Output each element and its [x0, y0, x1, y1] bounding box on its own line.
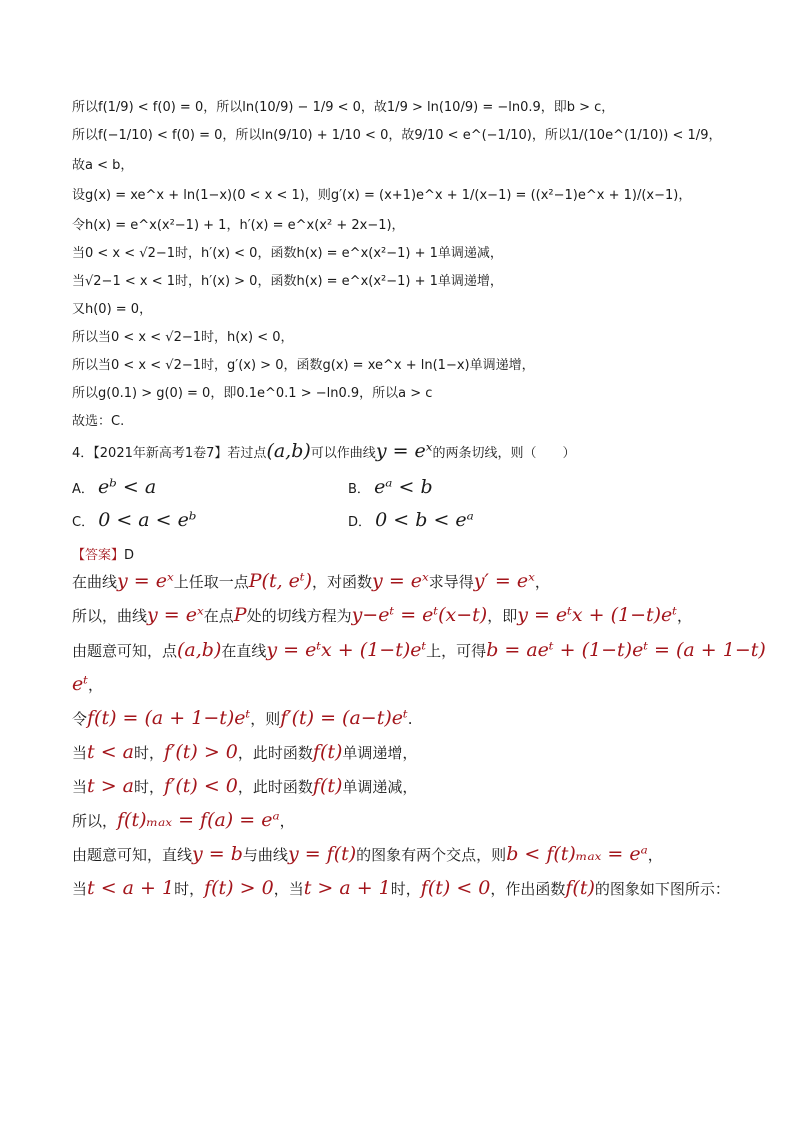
question-number: 4． [72, 446, 94, 461]
solution-line-1: 所以f(1/9) < f(0) = 0，所以ln(10/9) − 1/9 < 0，故1/9 > ln(10/9) = −ln0.9，即b > c， [72, 100, 615, 115]
math: b = aeᵗ + (1−t)eᵗ = (a + 1−t) [486, 639, 766, 661]
math: P [233, 604, 247, 626]
text: 上，可得 [426, 642, 487, 660]
text: 时， [390, 880, 421, 898]
option-d [348, 509, 474, 531]
option-a-expr: eᵇ < a [98, 476, 157, 498]
solution-line-11: 所以g(0.1) > g(0) = 0，即0.1e^0.1 > −ln0.9，所以a > c [72, 386, 433, 401]
solution-line-7: 当√2−1 < x < 1时，h′(x) > 0，函数h(x) = e^x(x²−1) + 1单调递增， [72, 274, 503, 289]
analysis-line-5 [72, 707, 412, 729]
answer-value: D [124, 548, 135, 563]
math: y = eˣ [147, 604, 204, 626]
analysis-line-8 [72, 809, 295, 831]
math: y−eᵗ = eᵗ(x−t) [351, 604, 488, 626]
math: f(t) < 0 [420, 877, 491, 899]
option-c-letter: C． [72, 515, 95, 530]
analysis-line-4 [72, 673, 103, 695]
analysis-line-2 [72, 604, 692, 626]
option-c [72, 509, 196, 531]
math: b < f(t)ₘₐₓ = eᵃ [506, 843, 648, 865]
text: 在曲线 [72, 573, 118, 591]
solution-line-10: 所以当0 < x < √2−1时，g′(x) > 0，函数g(x) = xe^x + ln(1−x)单调递增， [72, 358, 535, 373]
question-text-after: 的两条切线，则（ ） [432, 446, 576, 461]
text: 当 [72, 778, 88, 796]
math: f(t) > 0 [204, 877, 274, 899]
text: ， [534, 573, 550, 591]
analysis-line-1 [72, 570, 550, 592]
text: 在直线 [221, 642, 267, 660]
math: y = eˣ [372, 570, 429, 592]
option-b-expr: eᵃ < b [374, 476, 433, 498]
option-b-letter: B． [348, 482, 370, 497]
text: 由题意可知，直线 [72, 846, 193, 864]
text: ， [647, 846, 663, 864]
text: ， [676, 607, 692, 625]
math: f′(t) < 0 [164, 775, 238, 797]
question-point: (a,b) [266, 440, 311, 462]
question-source: 【2021年新高考1卷7】 [93, 446, 228, 461]
solution-line-5: 令h(x) = e^x(x²−1) + 1，h′(x) = e^x(x² + 2x−1)， [72, 218, 405, 233]
math: y = f(t) [287, 843, 357, 865]
text: . [407, 710, 413, 728]
math: f′(t) = (a−t)eᵗ [280, 707, 408, 729]
text: 单调递增， [342, 744, 418, 762]
option-c-expr: 0 < a < eᵇ [98, 509, 197, 531]
math: t > a [87, 775, 134, 797]
text: 与曲线 [242, 846, 288, 864]
math: y = b [192, 843, 243, 865]
solution-line-12: 故选：C. [72, 414, 125, 429]
text: 令 [72, 710, 88, 728]
text: ，则 [250, 710, 281, 728]
solution-line-6: 当0 < x < √2−1时，h′(x) < 0，函数h(x) = e^x(x²−1) + 1单调递减， [72, 246, 503, 261]
text: 所以， [72, 812, 118, 830]
text: 时， [174, 880, 205, 898]
question-curve: y = eˣ [375, 440, 433, 462]
math: f(t) [565, 877, 595, 899]
text: ，此时函数 [237, 778, 313, 796]
text: 单调递减， [342, 778, 418, 796]
math: y = eˣ [117, 570, 174, 592]
answer-tag: 【答案】 [72, 548, 125, 563]
math: f(t) [312, 741, 343, 763]
math: f(t) [312, 775, 343, 797]
text: 由题意可知，点 [72, 642, 178, 660]
option-d-expr: 0 < b < eᵃ [375, 509, 474, 531]
math: f′(t) > 0 [164, 741, 238, 763]
math: f(t)ₘₐₓ = f(a) = eᵃ [117, 809, 280, 831]
text: 当 [72, 880, 88, 898]
text: ，此时函数 [237, 744, 313, 762]
question-4 [72, 440, 576, 462]
math: P(t, eᵗ) [248, 570, 313, 592]
math: y = eᵗx + (1−t)eᵗ [517, 604, 677, 626]
analysis-line-3 [72, 639, 766, 661]
option-a-letter: A． [72, 482, 94, 497]
analysis-line-6 [72, 741, 417, 763]
text: 处的切线方程为 [246, 607, 352, 625]
text: 时， [133, 778, 164, 796]
text: 当 [72, 744, 88, 762]
option-d-letter: D． [348, 515, 372, 530]
solution-line-2: 所以f(−1/10) < f(0) = 0，所以ln(9/10) + 1/10 < 0，故9/10 < e^(−1/10)，所以1/(10e^(1/10)) < 1/9， [72, 128, 722, 143]
solution-line-9: 所以当0 < x < √2−1时，h(x) < 0， [72, 330, 294, 345]
option-b [348, 476, 433, 498]
analysis-line-10 [72, 877, 730, 899]
option-a [72, 476, 156, 498]
solution-line-4: 设g(x) = xe^x + ln(1−x)(0 < x < 1)，则g′(x) = (x+1)e^x + 1/(x−1) = ((x²−1)e^x + 1)/(x−1)， [72, 188, 692, 203]
solution-line-8: 又h(0) = 0， [72, 302, 153, 317]
answer [72, 544, 134, 563]
math: y′ = eˣ [473, 570, 535, 592]
math: f(t) = (a + 1−t)eᵗ [87, 707, 251, 729]
analysis-line-9 [72, 843, 663, 865]
text: ，当 [273, 880, 304, 898]
text: ， [279, 812, 295, 830]
math: eᵗ [72, 673, 88, 695]
question-text-mid: 可以作曲线 [310, 446, 376, 461]
text: ，即 [487, 607, 518, 625]
math: t < a [87, 741, 134, 763]
text: ，对函数 [312, 573, 373, 591]
math: t > a + 1 [303, 877, 391, 899]
text: 求导得 [428, 573, 474, 591]
text: 上任取一点 [173, 573, 249, 591]
text: ，作出函数 [490, 880, 566, 898]
text: 所以，曲线 [72, 607, 148, 625]
text: 在点 [203, 607, 234, 625]
math: t < a + 1 [87, 877, 175, 899]
math: y = eᵗx + (1−t)eᵗ [266, 639, 427, 661]
text: 的图象有两个交点，则 [356, 846, 507, 864]
analysis-line-7 [72, 775, 417, 797]
question-text-before: 若过点 [227, 446, 267, 461]
math: (a,b) [177, 639, 222, 661]
text: 的图象如下图所示： [594, 880, 730, 898]
text: ， [87, 676, 103, 694]
text: 时， [133, 744, 164, 762]
solution-line-3: 故a < b， [72, 158, 134, 173]
